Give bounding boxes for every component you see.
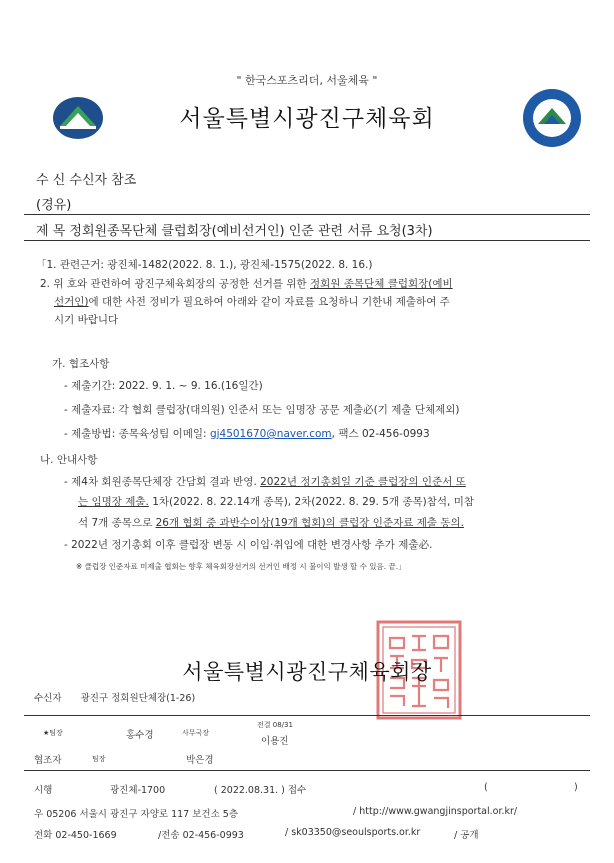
p2-underlined: 정회원 종목단체 클럽회장(예비 [310,278,453,290]
recipient-line: 수 신 수신자 참조 [36,173,137,188]
section-na-title: 나. 안내사항 [40,454,98,466]
fax: /전송 02-456-0993 [158,830,244,841]
right-council-logo [522,88,582,148]
p2-underlined-2: 선거인) [54,296,89,308]
homepage[interactable]: / http://www.gwangjinsportal.or.kr/ [353,806,518,817]
ga-item-method [64,426,430,441]
organization-title: 서울특별시광진구체육회 [179,106,435,132]
paragraph-2-line-2 [54,294,450,309]
cooperator-name: 박은경 [186,755,214,766]
na-item-1-line-1 [64,474,466,489]
paragraph-1: 「1. 관련근거: 광진체-1482(2022. 8. 1.), 광진체-1575(2022. 8. 16.) [36,259,373,271]
footer-recipient [34,690,195,704]
slogan: " 한국스포츠리더, 서울체육 " [236,74,378,87]
paragraph-2-line-1 [40,276,453,291]
enforce-date-receipt: ( 2022.08.31. ) 접수 [214,785,307,796]
via-line: (경유) [36,198,72,213]
divider [24,240,590,241]
na1-text: - 제4차 회원종목단체장 간담회 결과 반영. [64,476,261,488]
enforce-number: 광진체-1700 [110,785,166,796]
role-secretary-general: 사무국장 [182,729,210,737]
phone: 전화 02-450-1669 [34,830,117,841]
subject-line: 제 목 정회원종목단체 클럽회장(예비선거인) 인준 관련 서류 요청(3차) [36,224,433,239]
name-team-lead: 홍수경 [126,730,154,741]
paragraph-2-line-3: 시기 바랍니다 [54,314,119,326]
p2-text-2: 에 대한 사전 정비가 필요하여 아래와 같이 자료를 요청하니 기한내 제출하여 주 [88,296,450,308]
na-item-1-line-3 [78,515,464,530]
divider [24,214,590,215]
na1-text-2: 1차(2022. 8. 22.14개 종목), 2차(2022. 8. 29. 5개 종목)참석, 미참 [148,496,474,508]
ga-item-period: - 제출기간: 2022. 9. 1. ~ 9. 16.(16일간) [64,380,263,392]
receipt-paren-close: ) [574,782,578,793]
recipient-value: 광진구 정회원단체장(1-26) [80,693,196,704]
enforce-label: 시행 [34,785,53,796]
na1-underlined: 2022년 정기총회일 기준 클럽장의 인준서 또 [260,476,466,488]
recipient-label: 수신자 [34,693,62,704]
cooperator-role: 팀장 [92,755,106,763]
cooperator-label: 협조자 [34,755,62,766]
p2-text: 2. 위 호와 관련하여 광진구체육회장의 공정한 선거를 위한 [40,278,311,290]
section-ga-title: 가. 협조사항 [52,358,110,370]
na-item-2: - 2022년 정기총회 이후 클럽장 변동 시 이임·취임에 대한 변경사항 추가 제출必. [64,539,433,551]
approval-date: 전결 08/31 [257,721,293,729]
divider [24,770,590,771]
method-text: - 제출방법: 종목육성팀 이메일: [64,428,210,440]
na1-underlined-3: 26개 협회 중 과반수이상(19개 협회)의 클럽장 인준자료 제출 동의. [155,517,464,529]
address: 우 05206 서울시 광진구 자양로 117 보건소 5층 [34,809,239,820]
role-team-lead: ★팀장 [43,729,63,737]
na1-text-3: 석 7개 종목으로 [78,517,156,529]
signature-title: 서울특별시광진구체육회장 [182,660,432,684]
divider [24,715,590,716]
receipt-paren-open: ( [484,782,488,793]
fax-text: , 팩스 02-456-0993 [331,428,430,440]
email-link[interactable]: gj4501670@naver.com [209,428,332,440]
name-secretary-general: 이용진 [261,736,289,747]
na1-underlined-2: 는 임명장 제출. [78,496,149,508]
notice-line: ※ 클럽장 인준자료 미제출 협회는 향후 체육회장선거의 선거인 배정 시 불이익 발생 할 수 있음. 끝.」 [76,562,406,571]
ga-item-documents: - 제출자료: 각 협회 클럽장(대의원) 인준서 또는 임명장 공문 제출必(기 제출 단체제외) [64,404,460,416]
disclosure: / 공개 [454,830,479,841]
email[interactable]: / sk03350@seoulsports.or.kr [285,827,421,838]
na-item-1-line-2 [78,494,474,509]
